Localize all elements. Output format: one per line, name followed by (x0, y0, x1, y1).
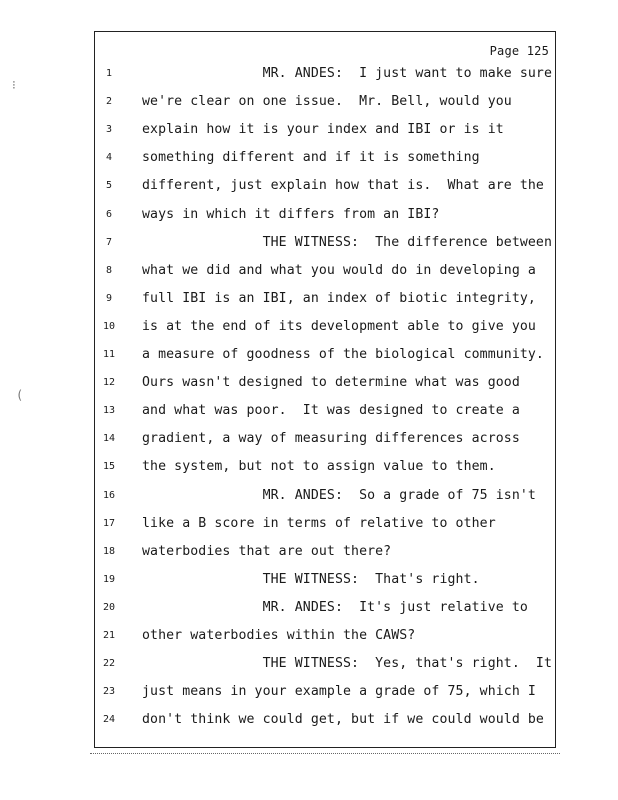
line-number: 12 (102, 377, 116, 389)
transcript-line: full IBI is an IBI, an index of biotic integrity, (142, 290, 536, 306)
margin-speck: ( (16, 388, 24, 402)
transcript-line: gradient, a way of measuring differences across (142, 431, 520, 447)
transcript-line: MR. ANDES: It's just relative to (142, 599, 528, 615)
line-number: 23 (102, 686, 116, 698)
transcript-line: is at the end of its development able to give you (142, 318, 536, 334)
transcript-line: ways in which it differs from an IBI? (142, 206, 440, 222)
transcript-line: something different and if it is something (142, 150, 480, 166)
line-number: 5 (105, 180, 113, 192)
line-number: 18 (102, 545, 116, 557)
line-number: 17 (102, 517, 116, 529)
transcript-line: THE WITNESS: That's right. (142, 571, 480, 587)
transcript-line: like a B score in terms of relative to other (142, 515, 496, 531)
page-number: Page 125 (489, 44, 549, 58)
transcript-line: Ours wasn't designed to determine what was good (142, 375, 520, 391)
line-number: 11 (102, 349, 116, 360)
line-number: 16 (102, 489, 116, 501)
transcript-page (94, 31, 556, 748)
line-number: 2 (105, 96, 113, 108)
transcript-line: MR. ANDES: So a grade of 75 isn't (142, 487, 536, 503)
line-number: 7 (105, 236, 113, 248)
line-number: 8 (105, 264, 113, 276)
transcript-line: different, just explain how that is. What are the (142, 178, 544, 194)
margin-speck: ⁝ (12, 78, 16, 92)
transcript-line: just means in your example a grade of 75, which I (142, 684, 536, 700)
line-number: 22 (102, 658, 116, 670)
transcript-line: the system, but not to assign value to them. (142, 459, 496, 475)
line-number: 10 (102, 320, 116, 332)
line-number: 13 (102, 405, 116, 417)
transcript-line: what we did and what you would do in developing a (142, 262, 536, 278)
transcript-line: explain how it is your index and IBI or is it (142, 122, 504, 138)
line-number: 19 (102, 573, 116, 585)
line-number: 20 (102, 601, 116, 613)
transcript-line: and what was poor. It was designed to create a (142, 403, 520, 419)
line-number: 9 (105, 292, 113, 304)
line-number: 15 (102, 461, 116, 473)
line-number: 24 (102, 714, 116, 726)
transcript-line: waterbodies that are out there? (142, 543, 392, 559)
page-bottom-rule (90, 751, 560, 754)
transcript-line: we're clear on one issue. Mr. Bell, would you (142, 94, 512, 110)
line-number: 6 (105, 208, 113, 220)
transcript-line: THE WITNESS: Yes, that's right. It (142, 656, 553, 672)
line-number: 14 (102, 433, 116, 445)
transcript-line: a measure of goodness of the biological community. (142, 347, 544, 362)
line-number: 3 (105, 124, 113, 136)
line-number: 1 (105, 68, 113, 79)
transcript-line: THE WITNESS: The difference between (142, 234, 553, 250)
transcript-line: MR. ANDES: I just want to make sure (142, 66, 553, 81)
transcript-line: don't think we could get, but if we could would be (142, 712, 544, 728)
transcript-line: other waterbodies within the CAWS? (142, 628, 416, 643)
line-number: 4 (105, 152, 113, 164)
line-number: 21 (102, 630, 116, 641)
